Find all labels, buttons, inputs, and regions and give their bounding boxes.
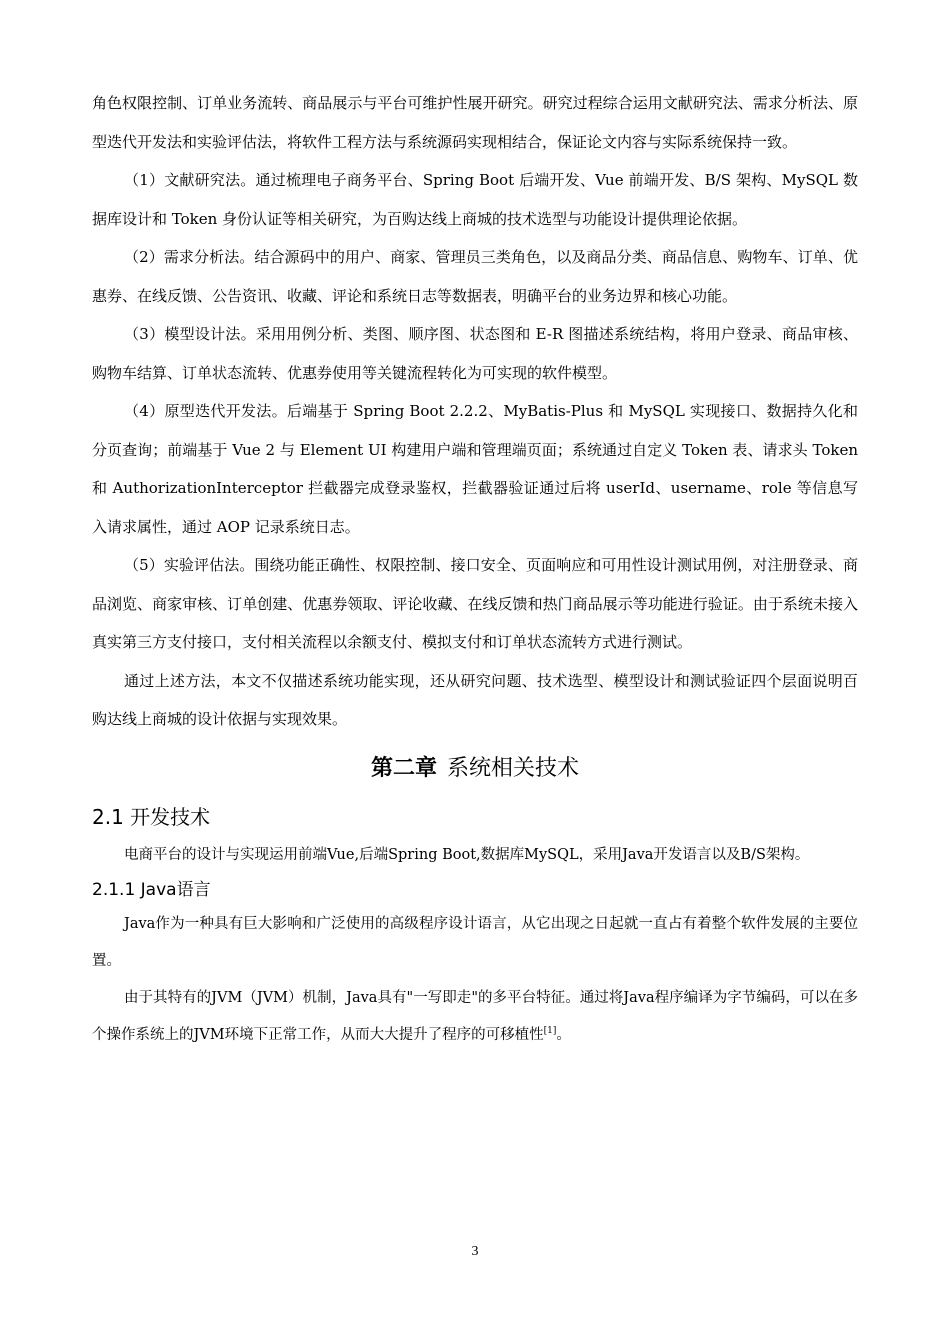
subsection-heading: 2.1.1 Java语言 — [92, 879, 211, 900]
method-prototype: （4）原型迭代开发法。后端基于 Spring Boot 2.2.2、MyBatis-Plus 和 MySQL 实现接口、数据持久化和分页查询；前端基于 Vue 2 与 Element UI 构建用户端和管理端页面；系统通过自定义 Token 表、请求头 Token 和 AuthorizationInterceptor 拦截器完成登录鉴权，拦截器验证通过后将 userId、username、role 等信息写入请求属性，通过 AOP 记录系统日志。 — [92, 402, 858, 536]
java-intro-paragraph: Java作为一种具有巨大影响和广泛使用的高级程序设计语言，从它出现之日起就一直占有着整个软件发展的主要位置。 — [92, 915, 858, 969]
section-paragraph: 电商平台的设计与实现运用前端Vue,后端Spring Boot,数据库MySQL，采用Java开发语言以及B/S架构。 — [124, 846, 810, 863]
section-heading: 2.1 开发技术 — [92, 804, 211, 829]
method-literature: （1）文献研究法。通过梳理电子商务平台、Spring Boot 后端开发、Vue 前端开发、B/S 架构、MySQL 数据库设计和 Token 身份认证等相关研究，为百购达线上商城的技术选型与功能设计提供理论依据。 — [92, 171, 858, 228]
method-modeling: （3）模型设计法。采用用例分析、类图、顺序图、状态图和 E-R 图描述系统结构，将用户登录、商品审核、购物车结算、订单状态流转、优惠券使用等关键流程转化为可实现的软件模型。 — [92, 325, 858, 382]
citation-ref[interactable]: [1] — [543, 1025, 557, 1036]
java-jvm-text: 由于其特有的JVM（JVM）机制，Java具有"一写即走"的多平台特征。通过将Java程序编译为字节编码，可以在多个操作系统上的JVM环境下正常工作，从而大大提升了程序的可移植性 — [92, 989, 858, 1043]
page-number: 3 — [471, 1244, 479, 1259]
intro-paragraph: 角色权限控制、订单业务流转、商品展示与平台可维护性展开研究。研究过程综合运用文献研究法、需求分析法、原型迭代开发法和实验评估法，将软件工程方法与系统源码实现相结合，保证论文内容与实际系统保持一致。 — [92, 94, 858, 151]
java-jvm-paragraph — [92, 980, 858, 1054]
chapter-number: 第二章 — [370, 755, 437, 781]
java-jvm-end: 。 — [556, 1026, 571, 1043]
chapter-heading — [92, 745, 858, 793]
methods-summary: 通过上述方法，本文不仅描述系统功能实现，还从研究问题、技术选型、模型设计和测试验证四个层面说明百购达线上商城的设计依据与实现效果。 — [92, 671, 858, 728]
page-body — [92, 84, 858, 1054]
chapter-title: 系统相关技术 — [447, 755, 580, 781]
method-evaluation: （5）实验评估法。围绕功能正确性、权限控制、接口安全、页面响应和可用性设计测试用例，对注册登录、商品浏览、商家审核、订单创建、优惠券领取、评论收藏、在线反馈和热门商品展示等功能进行验证。由于系统未接入真实第三方支付接口，支付相关流程以余额支付、模拟支付和订单状态流转方式进行测试。 — [92, 556, 858, 651]
method-requirements: （2）需求分析法。结合源码中的用户、商家、管理员三类角色，以及商品分类、商品信息、购物车、订单、优惠券、在线反馈、公告资讯、收藏、评论和系统日志等数据表，明确平台的业务边界和核心功能。 — [92, 248, 858, 305]
